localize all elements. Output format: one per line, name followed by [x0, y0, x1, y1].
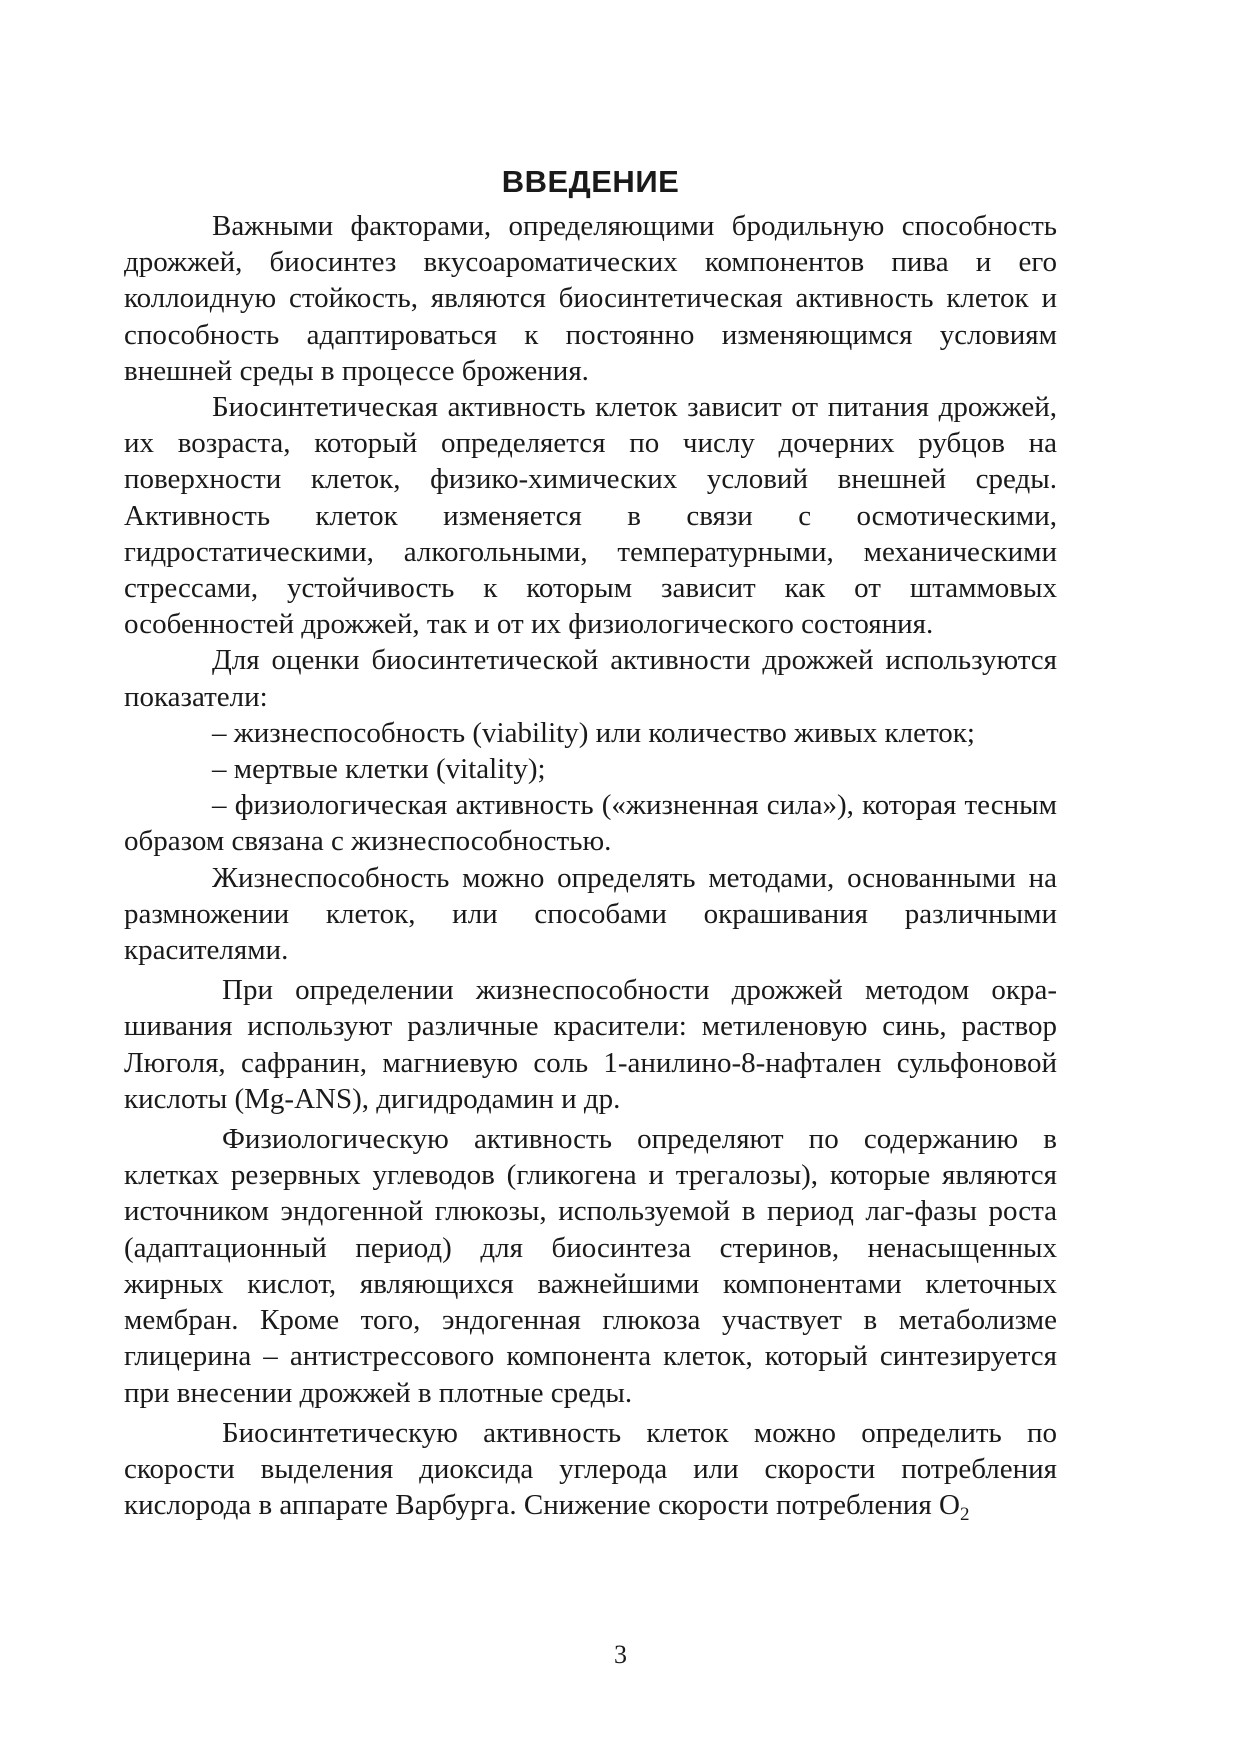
paragraph-3: Для оценки биосинтетической активности дрожжей используются показатели:	[124, 644, 1057, 713]
list-item-physiological-activity: – физиологическая активность («жизненная сила»), которая тесным образом связана с жизнеспособностью.	[124, 789, 1057, 858]
paragraph-4: Жизнеспособность можно определять методами, основанными на размножении клеток, или способами окрашивания различными красителями.	[124, 861, 1057, 967]
page-title: ВВЕДЕНИЕ	[501, 164, 680, 199]
paragraph-1: Важными факторами, определяющими бродильную способность дрожжей, биосинтез вкусоароматических компонентов пива и его коллоидную стойкость, являются биосинтетическая активность клеток и способность адаптироваться к постоянно изменяющимся условиям внешней среды в процессе брожения.	[124, 210, 1057, 387]
paragraph-2: Биосинтетическая активность клеток зависит от питания дрожжей, их возраста, который определяется по числу дочерних рубцов на поверхности клеток, физико-химических условий внешней среды. Активность клеток изменяется в связи с осмотическими, гидростатическими, алкогольными, температурными, механическими стрессами, устойчивость к которым зависит как от штаммовых особенностей дрожжей, так и от их физиологического состояния.	[124, 391, 1057, 641]
paragraph-5: При определении жизнеспособности дрожжей методом окрашивания используют различные красители: метиленовую синь, раствор Люголя, сафранин, магниевую соль 1-анилино-8-нафтален сульфоновой кислоты (Mg-ANS), дигидродамин и др.	[124, 974, 1057, 1115]
paragraph-7-text: Биосинтетическую активность клеток можно определить по скорости выделения диоксида углерода или скорости потребления кислорода в аппарате Варбурга. Снижение скорости потребления О	[124, 1416, 1057, 1522]
page-number: 3	[614, 1640, 627, 1669]
paragraph-7	[124, 1415, 1057, 1524]
list-item-viability: – жизнеспособность (viability) или количество живых клеток;	[212, 716, 975, 749]
paragraph-6: Физиологическую активность определяют по содержанию в клетках резервных углеводов (гликогена и трегалозы), которые являются источником эндогенной глюкозы, используемой в период лаг-фазы роста (адаптационный период) для биосинтеза стеринов, ненасыщенных жирных кислот, являющихся важнейшими компонентами клеточных мембран. Кроме того, эндогенная глюкоза участвует в метаболизме глицерина – антистрессового компонента клеток, который синтезируется при внесении дрожжей в плотные среды.	[124, 1123, 1057, 1409]
document-page	[124, 160, 1057, 1526]
list-item-vitality: – мертвые клетки (vitality);	[212, 753, 546, 786]
paragraph-7-subscript: 2	[959, 1504, 970, 1526]
